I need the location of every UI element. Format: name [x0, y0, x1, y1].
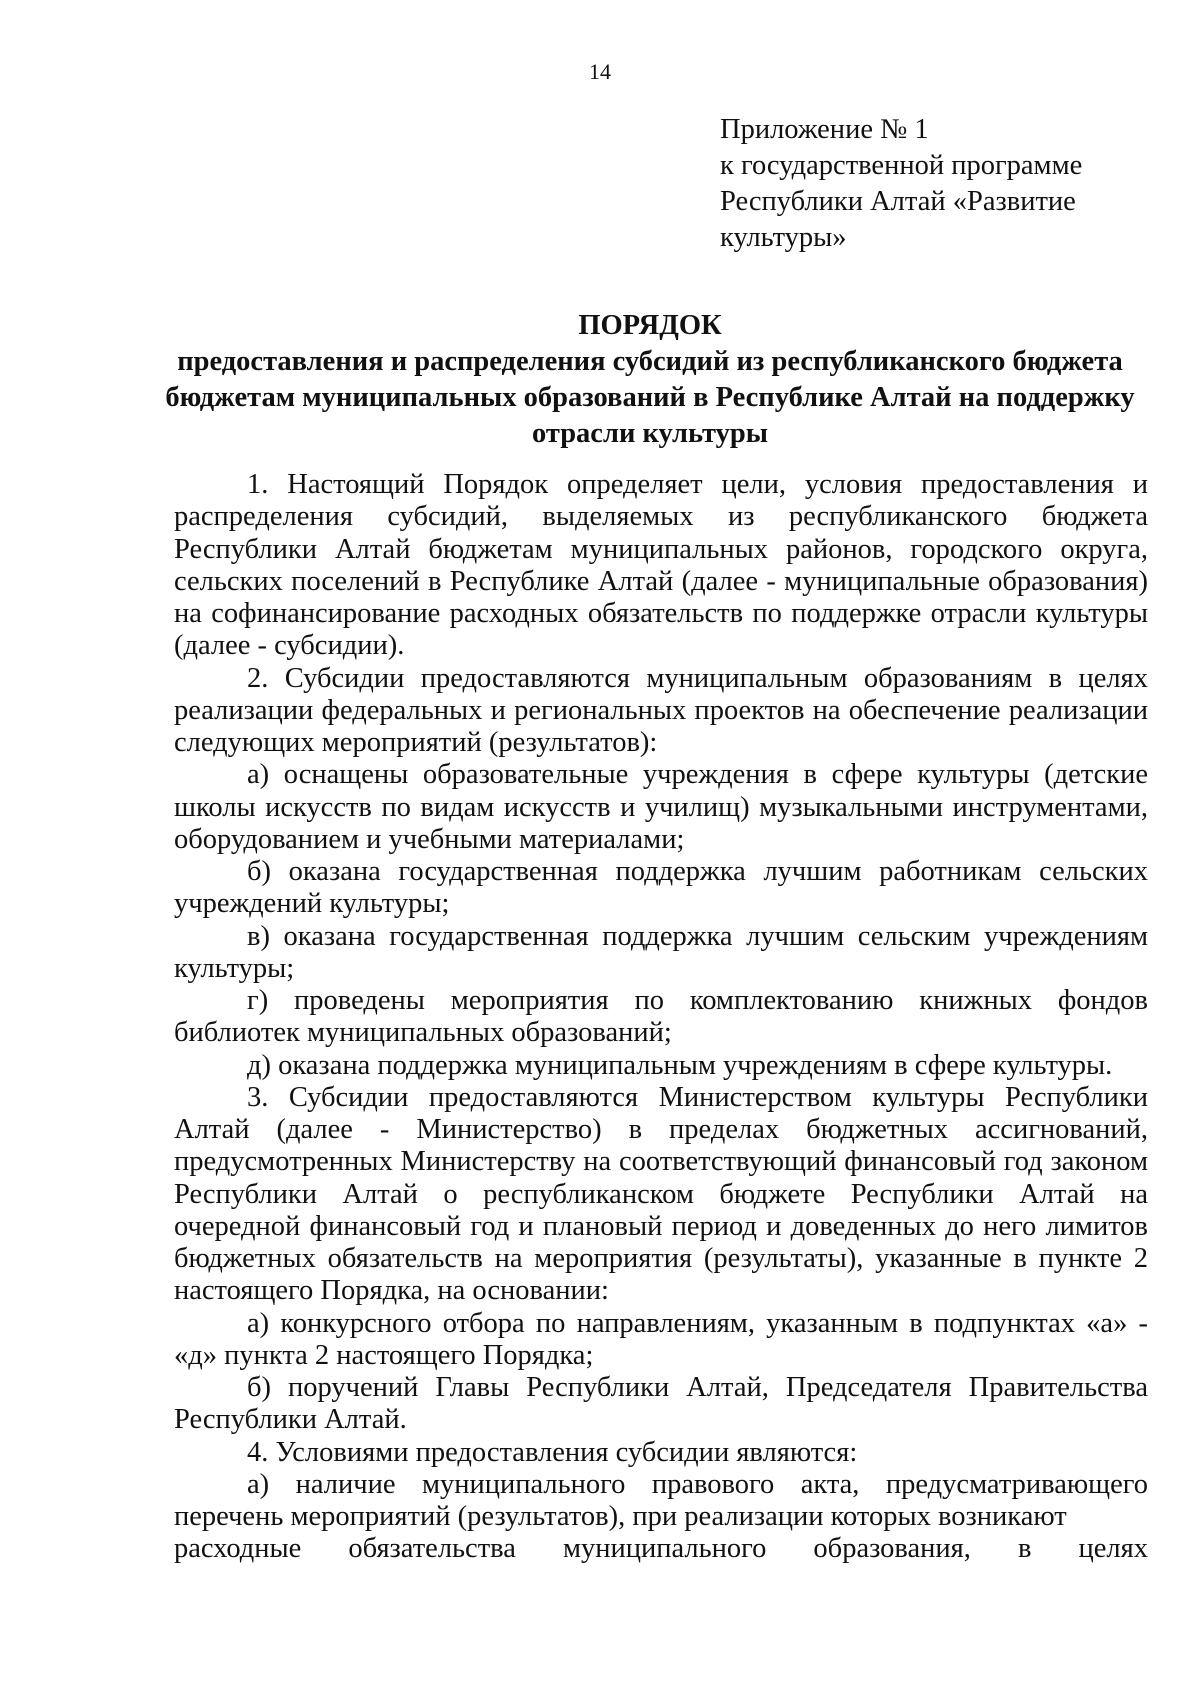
paragraph-3: 3. Субсидии предоставляются Министерством культуры Республики Алтай (далее - Министерство) в пределах бюджетных ассигнований, предусмотренных Министерству на соответствующий финансовый год законом Республики Алтай о республиканском бюджете Республики Алтай на очередной финансовый год и плановый период и доведенных до него лимитов бюджетных обязательств на мероприятия (результаты), указанные в пункте 2 настоящего Порядка, на основании: [174, 1081, 1148, 1307]
title-heading: ПОРЯДОК [578, 310, 722, 341]
appendix-reference [720, 112, 1160, 256]
paragraph-1: 1. Настоящий Порядок определяет цели, условия предоставления и распределения субсидий, выделяемых из республиканского бюджета Республики Алтай бюджетам муниципальных районов, городского округа, сельских поселений в Республике Алтай (далее - муниципальные образования) на софинансирование расходных обязательств по поддержке отрасли культуры (далее - субсидии). [174, 469, 1148, 662]
document-title [150, 308, 1150, 452]
subitem-2b: б) оказана государственная поддержка лучшим работникам сельских учреждений культуры; [174, 856, 1148, 920]
subitem-4a: а) наличие муниципального правового акта, предусматривающего перечень мероприятий (результатов), при реализации которых возникают [174, 1468, 1148, 1532]
subitem-2a: а) оснащены образовательные учреждения в сфере культуры (детские школы искусств по видам искусств и училищ) музыкальными инструментами, оборудованием и учебными материалами; [174, 759, 1148, 855]
appendix-line: к государственной программе [720, 150, 1083, 181]
paragraph-4: 4. Условиями предоставления субсидии являются: [247, 1436, 858, 1468]
subitem-2v: в) оказана государственная поддержка лучшим сельским учреждениям культуры; [174, 920, 1148, 984]
subitem-3a: а) конкурсного отбора по направлениям, указанным в подпунктах «а» - «д» пункта 2 настоящего Порядка; [174, 1307, 1148, 1371]
subitem-2g: г) проведены мероприятия по комплектованию книжных фондов библиотек муниципальных образований; [174, 985, 1148, 1049]
document-body [174, 469, 1148, 1566]
subitem-3b: б) поручений Главы Республики Алтай, Председателя Правительства Республики Алтай. [174, 1372, 1148, 1436]
appendix-line: культуры» [720, 222, 847, 253]
page-number: 14 [589, 59, 611, 84]
subitem-2d: д) оказана поддержка муниципальным учреждениям в сфере культуры. [247, 1049, 1113, 1081]
continued-line: расходные обязательства муниципального образования, в целях [174, 1533, 1148, 1565]
appendix-line: Республики Алтай «Развитие [720, 186, 1076, 217]
title-line: бюджетам муниципальных образований в Республике Алтай на поддержку [165, 382, 1135, 413]
title-line: отрасли культуры [531, 418, 768, 449]
paragraph-2: 2. Субсидии предоставляются муниципальным образованиям в целях реализации федеральных и региональных проектов на обеспечение реализации следующих мероприятий (результатов): [174, 662, 1148, 758]
appendix-line: Приложение № 1 [720, 114, 929, 145]
title-line: предоставления и распределения субсидий из республиканского бюджета [177, 346, 1123, 377]
